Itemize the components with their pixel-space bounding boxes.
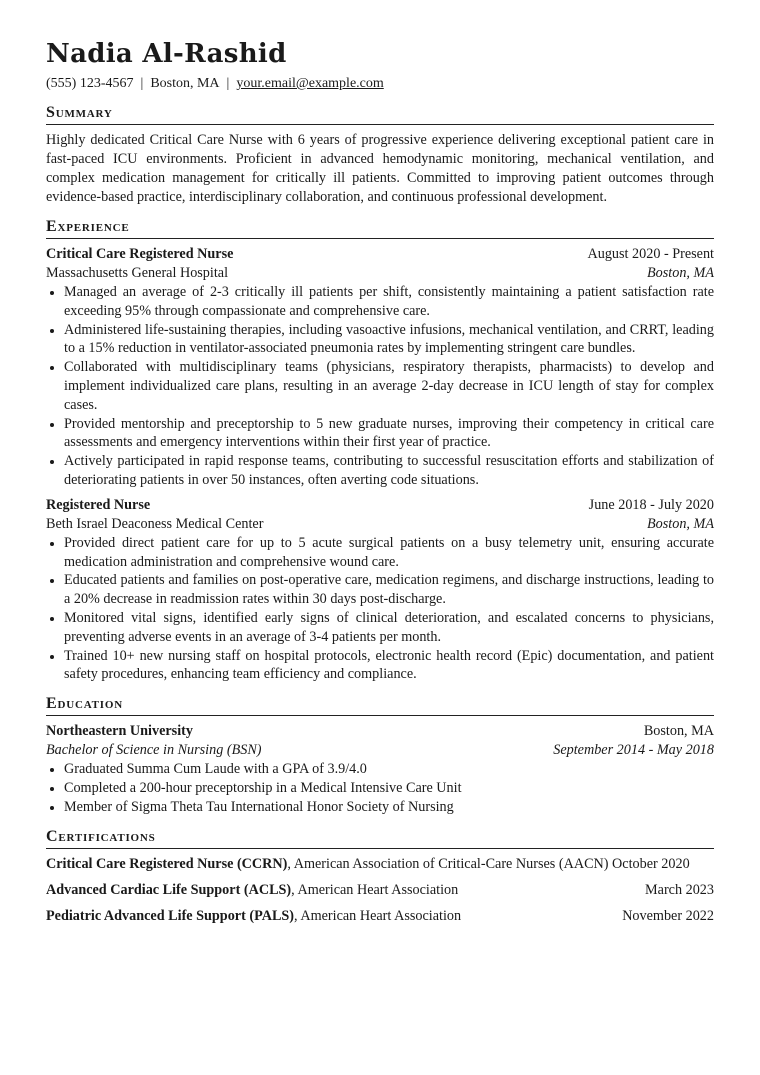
bullet-item: • Member of Sigma Theta Tau International Honor Society of Nursing bbox=[64, 798, 714, 817]
certification-name: Pediatric Advanced Life Support (PALS) bbox=[46, 907, 295, 924]
bullet-item: • Monitored vital signs, identified early signs of clinical deterioration, and escalated concerns to physicians, preventing adverse events in an average of 3-4 patients per month. bbox=[64, 609, 714, 647]
email-link[interactable]: your.email@example.com bbox=[236, 76, 384, 91]
section-title-certifications: Certifications bbox=[46, 828, 714, 849]
bullet-item: • Provided mentorship and preceptorship to 5 new graduate nurses, improving their competency in critical care assessments and emergency interventions within their first year of practice. bbox=[64, 415, 714, 453]
bullet-item: • Completed a 200-hour preceptorship in a Medical Intensive Care Unit bbox=[64, 779, 714, 798]
phone-number: (555) 123-4567 bbox=[46, 76, 134, 91]
school-name: Northeastern University bbox=[46, 723, 193, 740]
summary-section bbox=[46, 104, 714, 207]
job-entry bbox=[46, 245, 714, 490]
education-dates: September 2014 - May 2018 bbox=[553, 742, 714, 759]
certification-issuer: , American Association of Critical-Care Nurses (AACN) October 2020 bbox=[287, 855, 690, 872]
bullet-item: • Administered life-sustaining therapies, including vasoactive infusions, mechanical ventilation, and CRRT, leading to a 15% reduction in ventilator-associated pneumonia rates by implementing stringent care bundles. bbox=[64, 321, 714, 359]
certification-item bbox=[46, 907, 714, 926]
candidate-name: Nadia Al-Rashid bbox=[46, 39, 287, 69]
job-location: Boston, MA bbox=[647, 515, 714, 532]
contact-separator: | bbox=[140, 76, 144, 91]
bullet-item: • Educated patients and families on post-operative care, medication regimens, and discharge instructions, leading to a 20% decrease in readmission rates within 30 days post-discharge. bbox=[64, 571, 714, 609]
bullet-item: • Graduated Summa Cum Laude with a GPA of 3.9/4.0 bbox=[64, 760, 714, 779]
job-entry bbox=[46, 496, 714, 684]
location: Boston, MA bbox=[150, 76, 220, 91]
bullet-item: • Managed an average of 2-3 critically ill patients per shift, consistently maintaining a patient satisfaction rate exceeding 95% through compassionate and comprehensive care. bbox=[64, 283, 714, 321]
contact-separator: | bbox=[226, 76, 230, 91]
bullet-item: • Provided direct patient care for up to 5 acute surgical patients on a busy telemetry unit, ensuring accurate medication administration and comprehensive wound care. bbox=[64, 534, 714, 572]
summary-text: Highly dedicated Critical Care Nurse with 6 years of progressive experience delivering exceptional patient care in fast-paced ICU environments. Proficient in advanced hemodynamic monitoring, mechanical ventilation, and complex medication management for critically ill patients. Committed to improving patient outcomes through evidence-based practice, interdisciplinary collaboration, and continuous professional development. bbox=[46, 132, 714, 205]
bullet-item: • Actively participated in rapid response teams, contributing to successful resuscitation efforts and stabilization of deteriorating patients in over 50 instances, often averting code situations. bbox=[64, 452, 714, 490]
job-employer: Beth Israel Deaconess Medical Center bbox=[46, 515, 264, 532]
experience-section bbox=[46, 218, 714, 684]
degree-name: Bachelor of Science in Nursing (BSN) bbox=[46, 742, 262, 759]
job-dates: August 2020 - Present bbox=[587, 246, 714, 262]
job-employer: Massachusetts General Hospital bbox=[46, 265, 229, 281]
job-dates: June 2018 - July 2020 bbox=[588, 496, 714, 513]
contact-line bbox=[46, 75, 714, 93]
certification-item bbox=[46, 855, 714, 874]
job-bullets bbox=[46, 283, 714, 490]
section-title-education: Education bbox=[46, 695, 714, 716]
certification-name: Critical Care Registered Nurse (CCRN) bbox=[46, 855, 288, 872]
certifications-section bbox=[46, 828, 714, 926]
job-role: Registered Nurse bbox=[46, 496, 151, 513]
certification-issuer: , American Heart Association bbox=[294, 907, 462, 924]
section-title-experience: Experience bbox=[46, 218, 714, 239]
job-location: Boston, MA bbox=[647, 265, 714, 281]
certification-date: November 2022 bbox=[622, 907, 714, 924]
job-role: Critical Care Registered Nurse bbox=[46, 246, 234, 262]
education-section bbox=[46, 695, 714, 816]
section-title-summary: Summary bbox=[46, 104, 714, 125]
certification-date: March 2023 bbox=[645, 881, 714, 898]
bullet-item: • Trained 10+ new nursing staff on hospital protocols, electronic health record (Epic) documentation, and patient safety procedures, enhancing team efficiency and compliance. bbox=[64, 647, 714, 685]
school-location: Boston, MA bbox=[643, 723, 714, 740]
education-bullets bbox=[46, 760, 714, 816]
certification-name: Advanced Cardiac Life Support (ACLS) bbox=[46, 881, 292, 898]
job-bullets bbox=[46, 534, 714, 684]
bullet-item: • Collaborated with multidisciplinary teams (physicians, respiratory therapists, pharmacists) to develop and implement individualized care plans, resulting in an average 2-day decrease in ICU length of stay for complex cases. bbox=[64, 358, 714, 414]
certification-item bbox=[46, 881, 714, 900]
certification-issuer: , American Heart Association bbox=[291, 881, 459, 898]
